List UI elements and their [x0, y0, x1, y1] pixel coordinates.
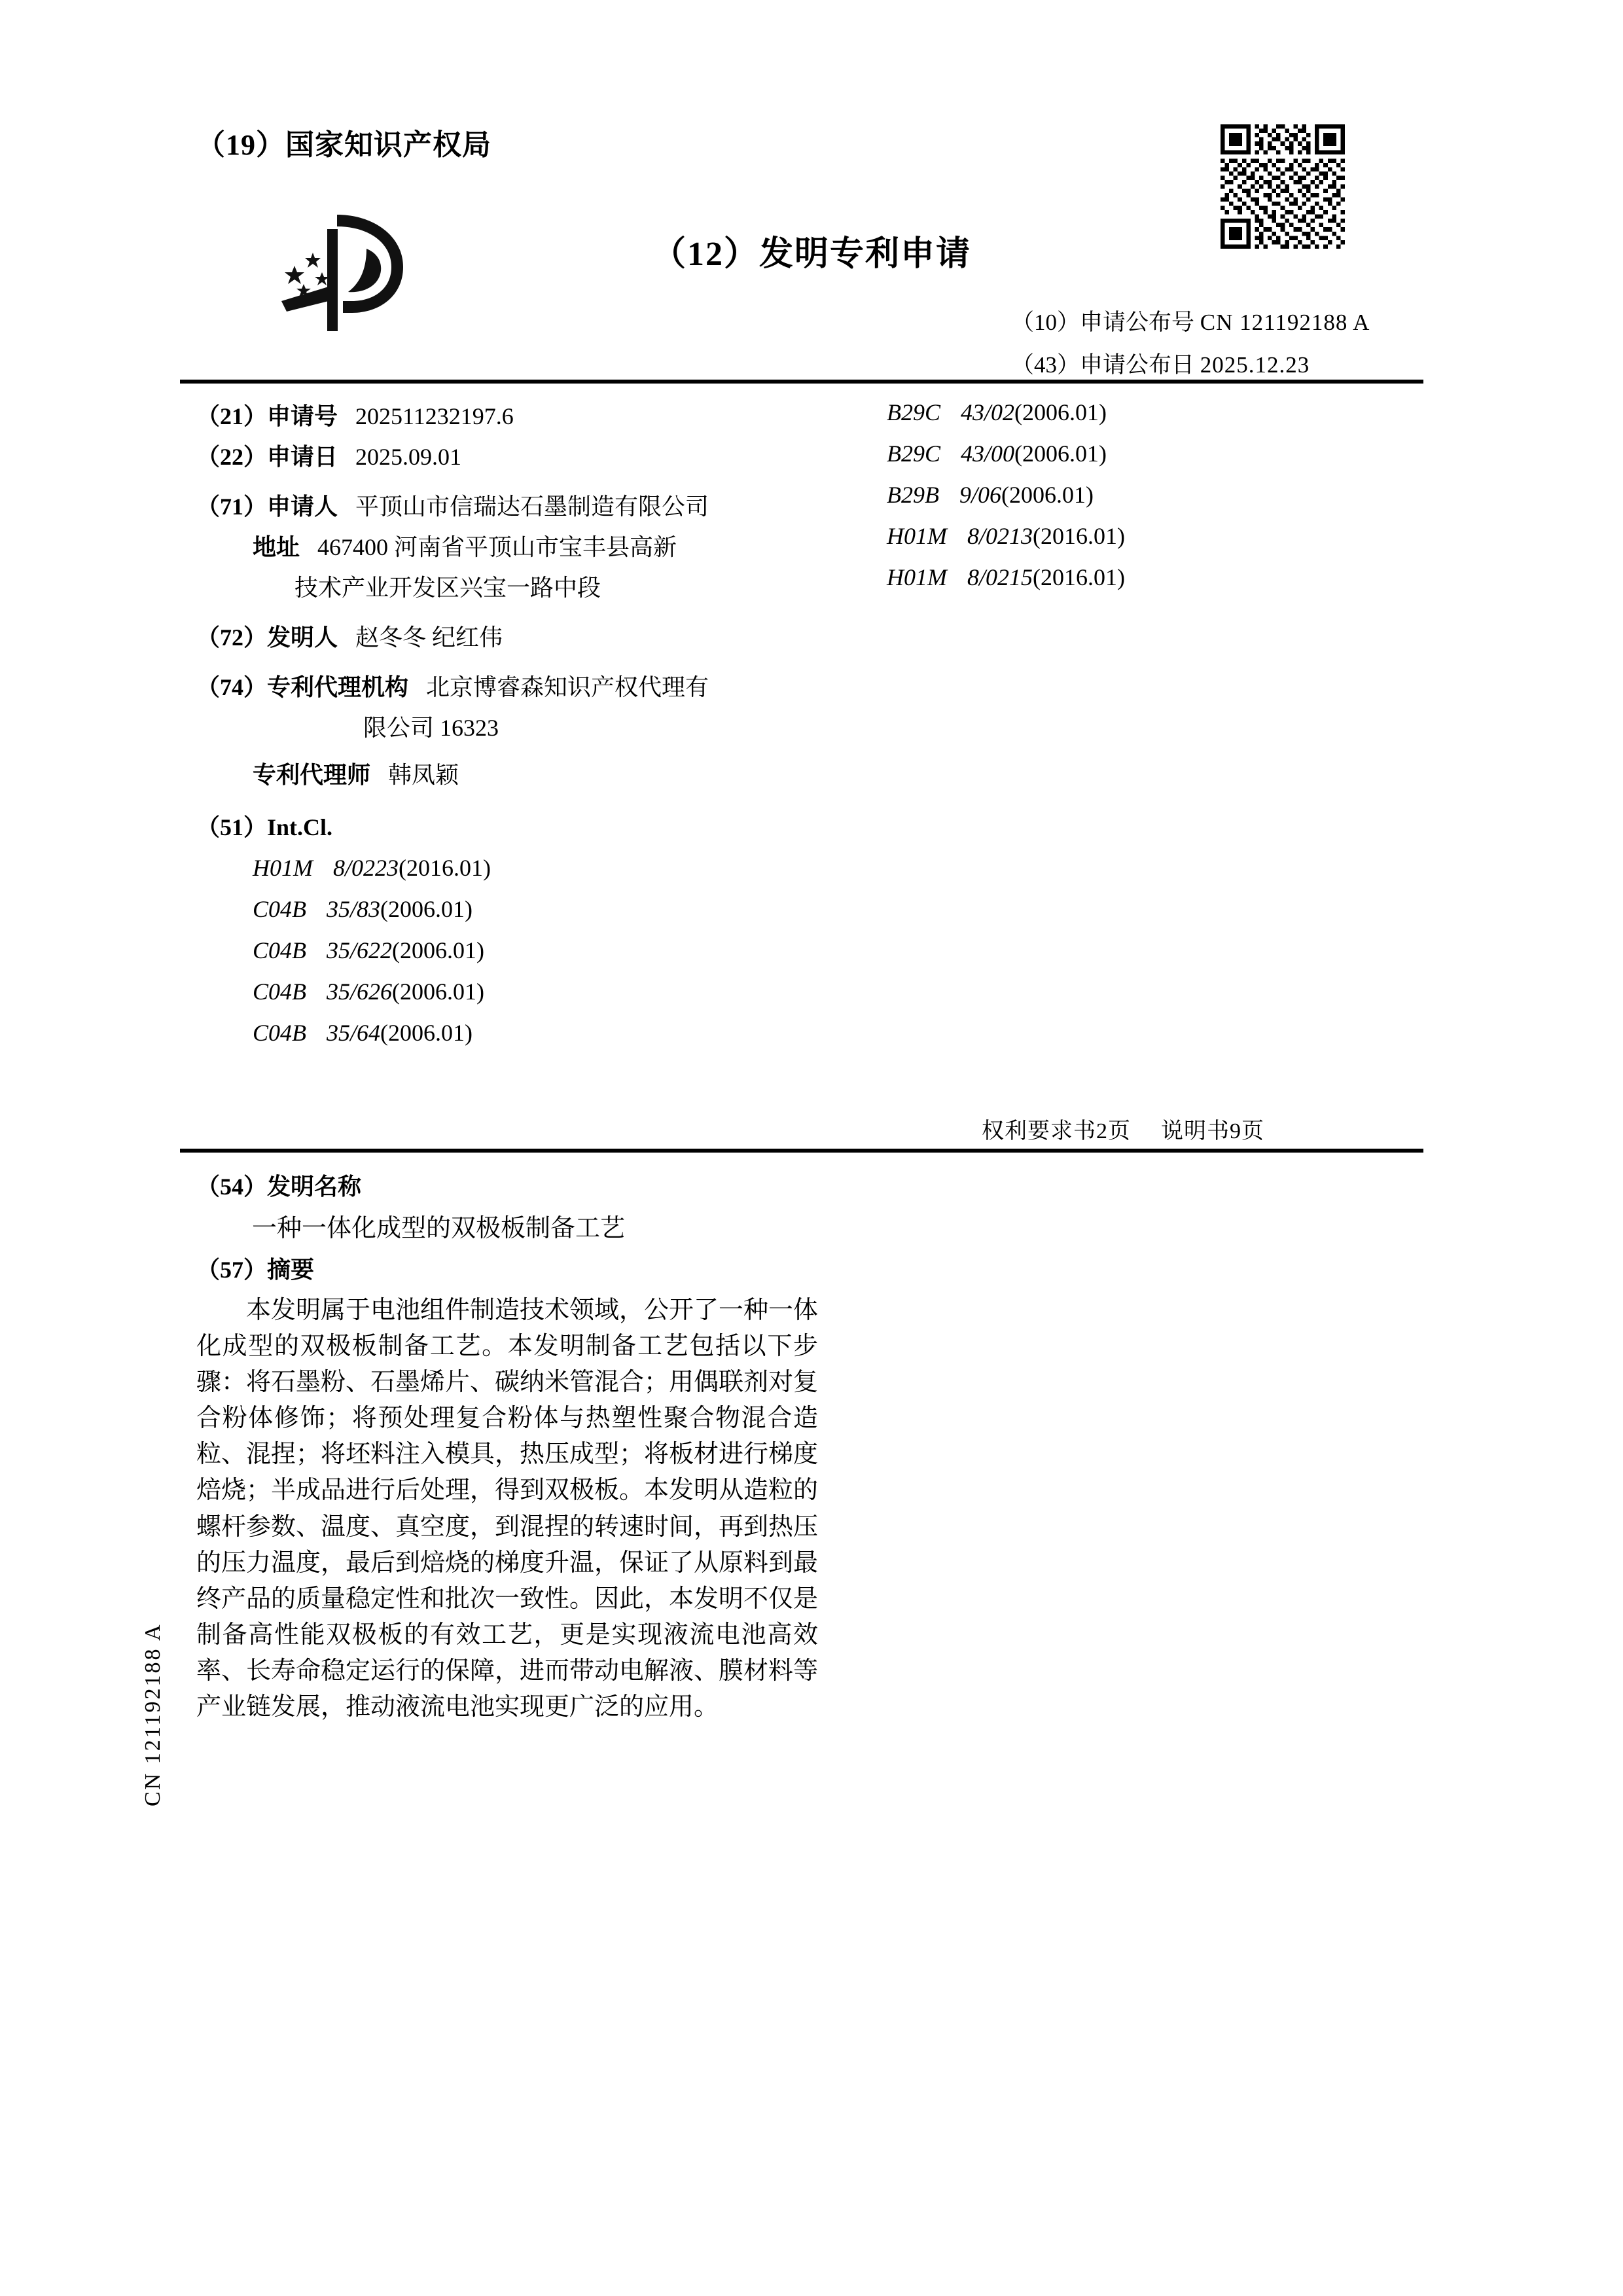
- inventor-code: （72）: [196, 624, 268, 651]
- application-date-code: （22）: [196, 444, 268, 470]
- intcl-item: [253, 897, 851, 921]
- side-publication-code: CN 121192188 A: [141, 1623, 165, 1806]
- ipc-item: [887, 565, 1125, 589]
- applicant-row: [196, 495, 851, 518]
- abstract-text: 本发明属于电池组件制造技术领域，公开了一种一体化成型的双极板制备工艺。本发明制备工艺包括以下步骤：将石墨粉、石墨烯片、碳纳米管混合；用偶联剂对复合粉体修饰；将预处理复合粉体与热塑性聚合物混合造粒、混捏；将坯料注入模具，热压成型；将板材进行梯度焙烧；半成品进行后处理，得到双极板。本发明从造粒的螺杆参数、温度、真空度，到混捏的转速时间，再到热压的压力温度，最后到焙烧的梯度升温，保证了从原料到最终产品的质量稳定性和批次一致性。因此，本发明不仅是制备高性能双极板的有效工艺，更是实现液流电池高效率、长寿命稳定运行的保障，进而带动电解液、膜材料等产业链发展，推动液流电池实现更广泛的应用。: [196, 1297, 819, 1721]
- intcl-group: 35/626: [327, 978, 393, 1005]
- applicant-label: 申请人: [267, 493, 338, 520]
- application-number-row: [196, 404, 851, 428]
- abstract-body: [196, 1293, 818, 1725]
- ipc-version: (2016.01): [1033, 523, 1125, 549]
- intcl-version: (2016.01): [399, 855, 491, 881]
- intcl-item: [253, 856, 851, 880]
- publication-number-value: CN 121192188 A: [1200, 310, 1370, 335]
- intcl-version: (2006.01): [380, 1020, 473, 1046]
- application-number-code: （21）: [196, 403, 268, 429]
- title-section-label: （54）发明名称: [196, 1174, 362, 1200]
- ipc-version: (2006.01): [1014, 440, 1107, 467]
- intcl-symbol: H01M: [253, 855, 313, 881]
- agency-row-cont: [196, 716, 851, 740]
- address-row-cont: [196, 576, 851, 600]
- description-page-count: 说明书9页: [1161, 1119, 1264, 1143]
- document-kind-title: （12）发明专利申请: [651, 236, 971, 273]
- agency-value-line2: 限公司 16323: [363, 715, 499, 741]
- intcl-list: [196, 856, 851, 1045]
- publication-number-label: （10）申请公布号: [1011, 310, 1195, 335]
- intcl-symbol: C04B: [253, 937, 307, 963]
- application-number-label: 申请号: [267, 403, 338, 429]
- intcl-version: (2006.01): [392, 978, 485, 1005]
- invention-title: 一种一体化成型的双极板制备工艺: [252, 1215, 626, 1242]
- ipc-item: [887, 483, 1125, 507]
- ipc-group: 8/0213: [967, 523, 1033, 549]
- intcl-group: 8/0223: [333, 855, 399, 881]
- bibliographic-block: [196, 404, 851, 1062]
- ipc-version: (2016.01): [1033, 564, 1125, 590]
- ipc-group: 43/00: [961, 440, 1015, 467]
- intcl-item: [253, 1021, 851, 1045]
- intcl-item: [253, 939, 851, 962]
- abstract-section-label: （57）摘要: [196, 1257, 315, 1283]
- intcl-symbol: C04B: [253, 896, 307, 922]
- intcl-item: [253, 980, 851, 1003]
- intcl-version: (2006.01): [380, 896, 473, 922]
- publication-date-value: 2025.12.23: [1200, 352, 1310, 378]
- agency-row: [196, 675, 851, 699]
- intcl-group: 35/622: [327, 937, 393, 963]
- ipc-symbol: B29C: [887, 399, 941, 425]
- publication-number: [1011, 304, 1370, 337]
- application-number-value: 202511232197.6: [355, 403, 514, 429]
- inventor-row: [196, 626, 851, 649]
- ipc-group: 8/0215: [967, 564, 1033, 590]
- intcl-symbol: C04B: [253, 1020, 307, 1046]
- agency-code: （74）: [196, 674, 268, 700]
- address-label: 地址: [253, 534, 300, 560]
- issuing-office: （19）国家知识产权局: [196, 129, 491, 161]
- divider-middle: [180, 1149, 1423, 1153]
- ipc-symbol: H01M: [887, 523, 947, 549]
- page-count: [982, 1113, 1264, 1145]
- application-date-row: [196, 445, 851, 469]
- application-date-value: 2025.09.01: [355, 444, 462, 470]
- intcl-group: 35/83: [327, 896, 381, 922]
- divider-top: [180, 380, 1423, 384]
- ipc-item: [887, 524, 1125, 548]
- agent-row: [196, 763, 851, 787]
- address-value-line2: 技术产业开发区兴宝一路中段: [294, 575, 601, 601]
- agent-value: 韩凤颖: [388, 762, 459, 788]
- qr-code-icon: [1221, 124, 1345, 249]
- ipc-symbol: B29C: [887, 440, 941, 467]
- ipc-item: [887, 442, 1125, 465]
- ipc-item: [887, 401, 1125, 424]
- applicant-code: （71）: [196, 493, 268, 520]
- intcl-row: [196, 816, 851, 839]
- agency-value-line1: 北京博睿森知识产权代理有: [426, 674, 709, 700]
- ipc-right-column: [887, 401, 1125, 607]
- intcl-group: 35/64: [327, 1020, 381, 1046]
- ipc-group: 43/02: [961, 399, 1015, 425]
- publication-date-label: （43）申请公布日: [1011, 352, 1195, 378]
- inventor-value: 赵冬冬 纪红伟: [355, 624, 503, 651]
- intcl-version: (2006.01): [392, 937, 485, 963]
- ipc-symbol: B29B: [887, 482, 939, 508]
- intcl-symbol: C04B: [253, 978, 307, 1005]
- ipc-version: (2006.01): [1014, 399, 1107, 425]
- address-row: [196, 535, 851, 559]
- ipc-symbol: H01M: [887, 564, 947, 590]
- application-date-label: 申请日: [267, 444, 338, 470]
- address-value-line1: 467400 河南省平顶山市宝丰县高新: [317, 534, 677, 560]
- agent-label: 专利代理师: [253, 762, 371, 788]
- agency-label: 专利代理机构: [267, 674, 409, 700]
- ipc-version: (2006.01): [1001, 482, 1094, 508]
- intcl-label: Int.Cl.: [267, 814, 333, 840]
- ipc-group: 9/06: [959, 482, 1001, 508]
- publication-date: [1011, 347, 1310, 380]
- applicant-value: 平顶山市信瑞达石墨制造有限公司: [355, 493, 709, 520]
- intcl-code: （51）: [196, 814, 268, 840]
- inventor-label: 发明人: [267, 624, 338, 651]
- claims-page-count: 权利要求书2页: [982, 1119, 1131, 1143]
